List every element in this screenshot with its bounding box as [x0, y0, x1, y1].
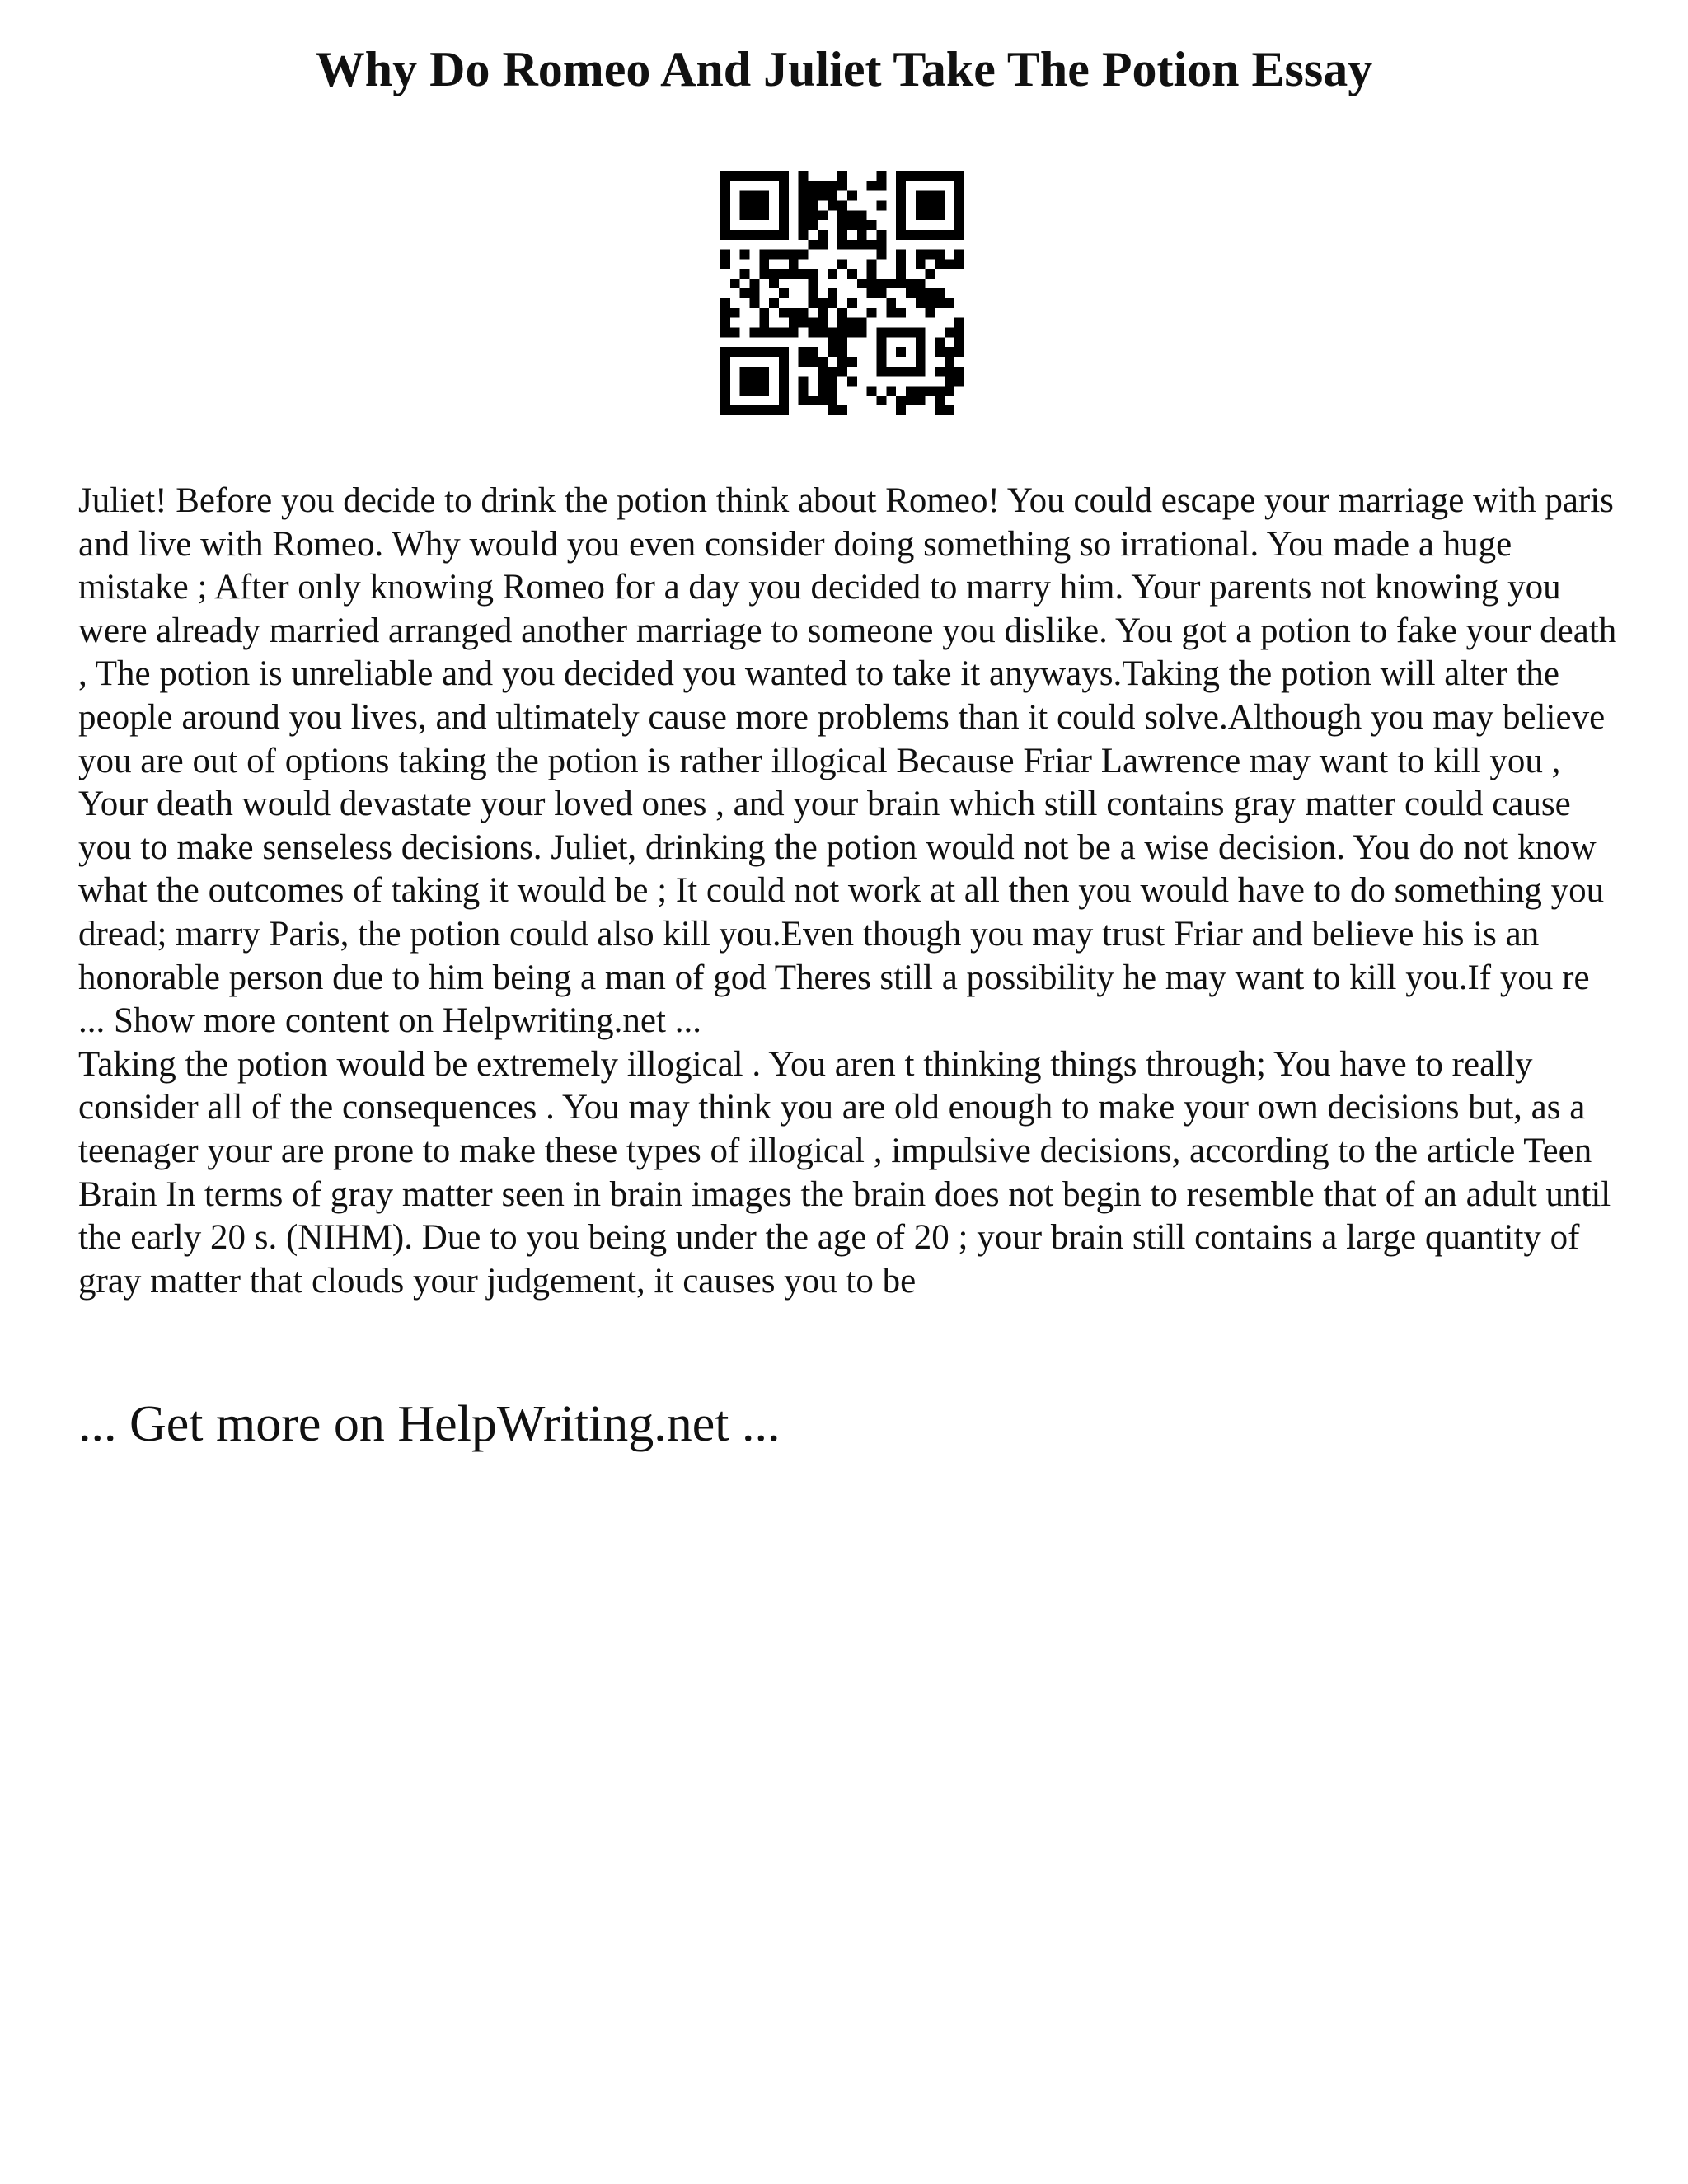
essay-paragraph-1: Juliet! Before you decide to drink the potion think about Romeo! You could escape your marriage with paris and live with Romeo. Why would you even consider doing something so irrational. You made a huge mistake ; After only knowing Romeo for a day you decided to marry him. Your parents not knowing you were already married arranged another marriage to someone you dislike. You got a potion to fake your death , The potion is unreliable and you decided you wanted to take it anyways.Taking the potion will alter the people around you lives, and ultimately cause more problems than it could solve.Although you may believe you are out of options taking the potion is rather illogical Because Friar Lawrence may want to kill you , Your death would devastate your loved ones , and your brain which still contains gray matter could cause you to make senseless decisions. Juliet, drinking the potion would not be a wise decision. You do not know what the outcomes of taking it would be ; It could not work at all then you would have to do something you dread; marry Paris, the potion could also kill you.Even though you may trust Friar and believe his is an honorable person due to him being a man of god Theres still a possibility he may want to kill you.If you re ... Show more content on Helpwriting.net ... [78, 481, 1617, 1041]
page-title: Why Do Romeo And Juliet Take The Potion Essay [315, 42, 1373, 96]
essay-paragraph-2: Taking the potion would be extremely illogical . You aren t thinking things through; You have to really consider all of the consequences . You may think you are old enough to make your own decisions but, as a teenager your are prone to make these types of illogical , impulsive decisions, according to the article Teen Brain In terms of gray matter seen in brain images the brain does not begin to resemble that of an adult until the early 20 s. (NIHM). Due to you being under the age of 20 ; your brain still contains a large quantity of gray matter that clouds your judgement, it causes you to be [78, 1044, 1611, 1301]
essay-body [78, 480, 1620, 1303]
get-more-link[interactable]: ... Get more on HelpWriting.net ... [78, 1396, 781, 1452]
qr-code-icon [720, 171, 964, 415]
qr-code-image [720, 171, 964, 415]
